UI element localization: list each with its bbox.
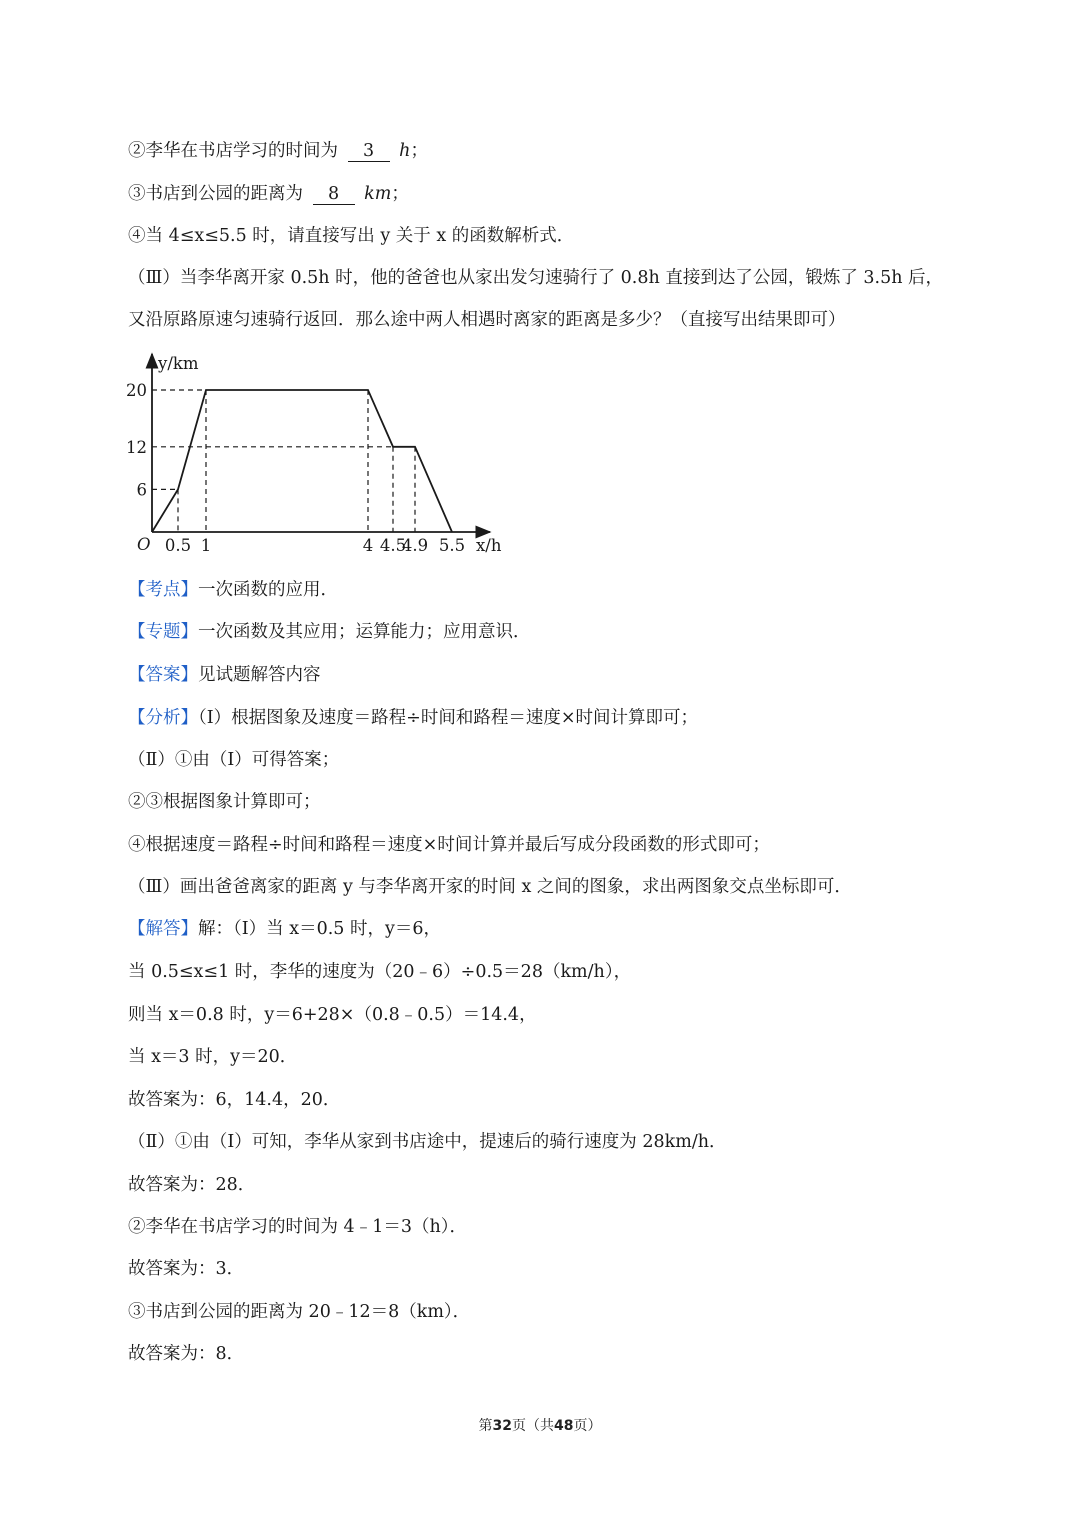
- unit: km: [364, 184, 392, 204]
- fenxi-line: [128, 706, 698, 730]
- daan-text: 见试题解答内容: [198, 665, 321, 685]
- x-tick-label: 4: [362, 536, 374, 555]
- zhuanti-line: [128, 620, 531, 644]
- solution-line-9: ③书店到公园的距离为 20﹣12＝8（km）．: [128, 1302, 471, 1322]
- question-line-4: ④当 4≤x≤5.5 时，请直接写出 y 关于 x 的函数解析式．: [128, 226, 575, 246]
- fenxi-line-4: ④根据速度＝路程÷时间和路程＝速度×时间计算并最后写成分段函数的形式即可；: [128, 835, 770, 855]
- zhuanti-text: 一次函数及其应用；运算能力；应用意识．: [198, 622, 531, 642]
- fenxi-text: （Ⅰ）根据图象及速度＝路程÷时间和路程＝速度×时间计算即可；: [198, 708, 698, 728]
- tick-labels: [126, 381, 465, 555]
- footer-middle: 页（共: [512, 1418, 554, 1434]
- question-text: ②李华在书店学习的时间为: [128, 141, 338, 161]
- origin-label: O: [137, 535, 151, 554]
- unit: h: [399, 141, 411, 161]
- kaodian-text: 一次函数的应用．: [198, 580, 338, 600]
- question-line-3: [128, 182, 409, 206]
- daan-line: [128, 663, 321, 687]
- page-number: 32: [492, 1418, 512, 1434]
- y-tick-label: 12: [126, 437, 147, 457]
- solution-line-4: 故答案为：6，14.4，20．: [128, 1090, 341, 1110]
- fenxi-line-3: ②③根据图象计算即可；: [128, 792, 321, 812]
- tag-zhuanti: 【专题】: [128, 622, 198, 642]
- tag-fenxi: 【分析】: [128, 708, 198, 728]
- part3-line-a: （Ⅲ）当李华离开家 0.5h 时，他的爸爸也从家出发匀速骑行了 0.8h 直接到达了公园，锻炼了 3.5h 后，: [128, 268, 944, 288]
- solution-line-6: 故答案为：28．: [128, 1175, 256, 1195]
- footer-suffix: 页）: [573, 1418, 602, 1434]
- tag-daan: 【答案】: [128, 665, 198, 685]
- total-pages: 48: [554, 1418, 574, 1434]
- solution-line-5: （Ⅱ）①由（Ⅰ）可知，李华从家到书店途中，提速后的骑行速度为 28km/h．: [128, 1132, 727, 1152]
- y-tick-label: 6: [136, 480, 147, 500]
- answer-blank: 3: [348, 141, 390, 162]
- footer-prefix: 第: [478, 1418, 493, 1434]
- x-tick-label: 4.5: [379, 536, 407, 555]
- solution-line-8: 故答案为：3．: [128, 1259, 245, 1279]
- fenxi-line-5: （Ⅲ）画出爸爸离家的距离 y 与李华离开家的时间 x 之间的图象，求出两图象交点坐标即可．: [128, 877, 852, 897]
- kaodian-line: [128, 578, 338, 602]
- x-tick-label: 5.5: [438, 536, 466, 555]
- jieda-line: [128, 917, 441, 941]
- answer-blank: 8: [313, 184, 355, 205]
- jieda-text: 解：（Ⅰ）当 x＝0.5 时，y＝6，: [198, 919, 442, 939]
- solution-line-1: 当 0.5≤x≤1 时，李华的速度为（20﹣6）÷0.5＝28（km/h），: [128, 962, 632, 982]
- x-axis-label: x/h: [476, 536, 502, 555]
- x-tick-label: 0.5: [164, 536, 192, 555]
- solution-line-3: 当 x＝3 时，y＝20．: [128, 1047, 298, 1067]
- series-line: [152, 390, 452, 532]
- guide-lines: [152, 390, 415, 532]
- tag-kaodian: 【考点】: [128, 580, 198, 600]
- fenxi-line-2: （Ⅱ）①由（Ⅰ）可得答案；: [128, 750, 340, 770]
- y-tick-label: 20: [126, 381, 147, 400]
- question-line-2: [128, 139, 428, 163]
- punct: ；: [391, 184, 409, 204]
- punct: ；: [410, 141, 428, 161]
- y-axis-label: y/km: [158, 354, 199, 373]
- question-text: ③书店到公园的距离为: [128, 184, 303, 204]
- solution-line-7: ②李华在书店学习的时间为 4﹣1＝3（h）．: [128, 1217, 467, 1237]
- x-tick-label: 4.9: [401, 536, 429, 555]
- x-tick-label: 1: [200, 536, 212, 555]
- tag-jieda: 【解答】: [128, 919, 198, 939]
- part3-line-b: 又沿原路原速匀速骑行返回．那么途中两人相遇时离家的距离是多少？（直接写出结果即可）: [128, 310, 846, 330]
- solution-line-10: 故答案为：8．: [128, 1344, 245, 1364]
- page-footer: [0, 1415, 1080, 1435]
- solution-line-2: 则当 x＝0.8 时，y＝6+28×（0.8﹣0.5）＝14.4，: [128, 1005, 537, 1025]
- distance-time-graph: [125, 348, 525, 568]
